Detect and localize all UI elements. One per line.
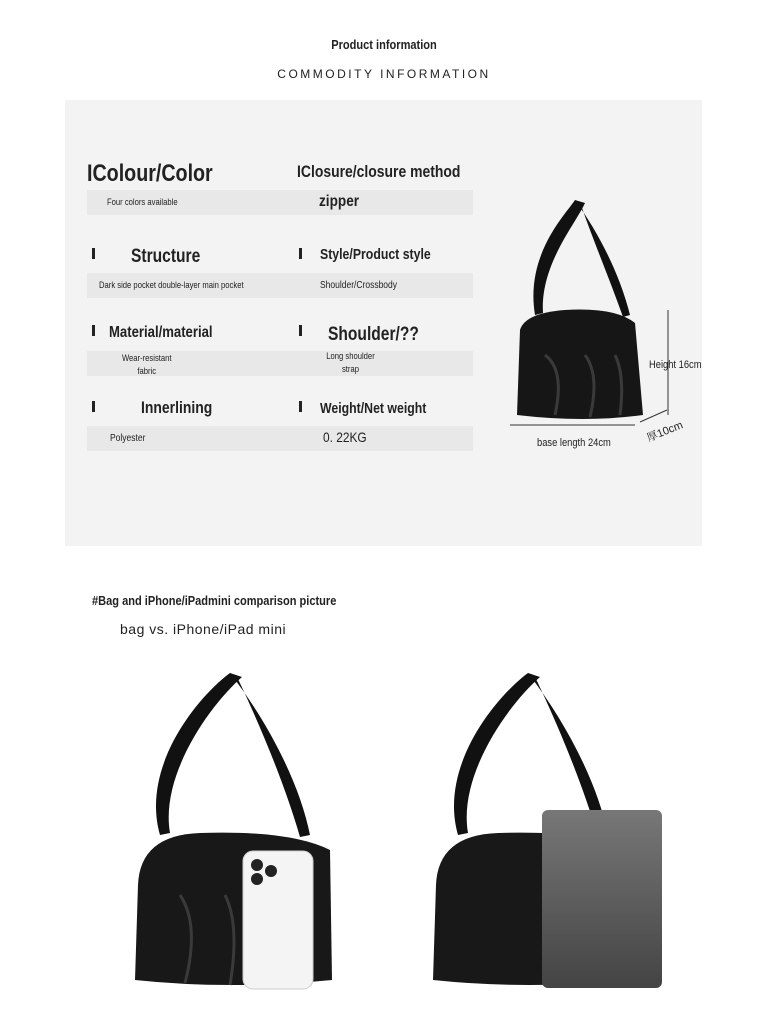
dimension-length: base length 24cm bbox=[537, 437, 611, 449]
spec-value-closure: zipper bbox=[319, 193, 360, 210]
comparison-subtitle: bag vs. iPhone/iPad mini bbox=[120, 621, 287, 637]
spec-label-lining: Innerlining bbox=[141, 398, 213, 417]
page-title: Product information bbox=[331, 37, 437, 52]
spec-label-shoulder: Shoulder/?? bbox=[328, 324, 419, 345]
spec-label-material: Material/material bbox=[109, 324, 213, 341]
bag-with-ipad-image bbox=[428, 665, 668, 995]
spec-label-style: Style/Product style bbox=[320, 246, 431, 263]
spec-value-color: Four colors available bbox=[107, 197, 178, 207]
spec-label-weight: Weight/Net weight bbox=[320, 400, 427, 417]
dimension-height: Height 16cm bbox=[649, 359, 702, 371]
spec-label-color: IColour/Color bbox=[87, 160, 213, 187]
comparison-title: #Bag and iPhone/iPadmini comparison picture bbox=[92, 593, 337, 608]
spec-value-shoulder: Long shoulder strap bbox=[326, 351, 375, 374]
spec-value-weight: 0. 22KG bbox=[323, 429, 367, 445]
spec-value-material: Wear-resistant fabric bbox=[121, 353, 172, 376]
spec-value-structure: Dark side pocket double-layer main pocket bbox=[99, 280, 244, 290]
spec-value-lining: Polyester bbox=[110, 433, 146, 444]
spec-panel bbox=[65, 100, 702, 546]
spec-value-style: Shoulder/Crossbody bbox=[320, 280, 398, 291]
spec-label-structure: Structure bbox=[131, 246, 201, 267]
page-subtitle: COMMODITY INFORMATION bbox=[277, 67, 491, 81]
bag-with-iphone-image bbox=[130, 665, 340, 995]
dimension-thickness: 厚10cm bbox=[645, 419, 685, 445]
spec-label-closure: IClosure/closure method bbox=[297, 162, 461, 181]
